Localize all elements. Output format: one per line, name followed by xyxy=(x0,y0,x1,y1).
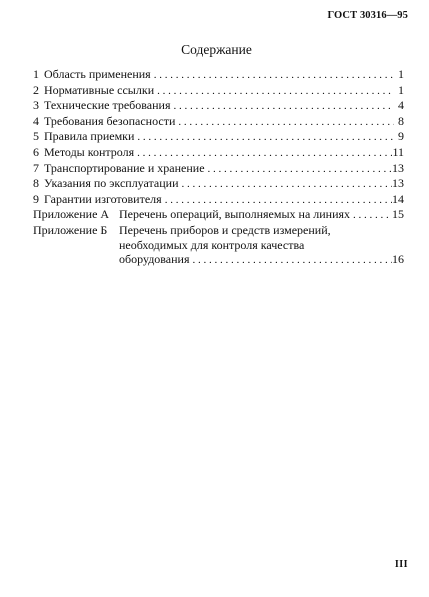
toc-entry-page: 9 xyxy=(398,129,404,144)
appendix-line xyxy=(119,207,404,223)
toc-entry-title: Требования безопасности xyxy=(44,113,176,128)
toc-entry-2[interactable] xyxy=(33,83,404,99)
page-number: III xyxy=(394,559,408,570)
toc-entry-page: 14 xyxy=(392,191,404,206)
dot-leader xyxy=(175,115,394,130)
toc-entry-number: 9 xyxy=(33,191,39,206)
appendix-title-line: Перечень приборов и средств измерений, xyxy=(119,222,331,237)
document-code: ГОСТ 30316—95 xyxy=(327,10,408,21)
toc-entry-9[interactable] xyxy=(33,192,404,208)
dot-leader xyxy=(151,68,394,83)
toc-entry-number: 1 xyxy=(33,67,39,81)
toc-entry-number: 7 xyxy=(33,160,39,175)
toc-entry-page: 4 xyxy=(398,98,404,113)
appendix-title-line: оборудования xyxy=(119,252,190,267)
toc-entry-title: Указания по эксплуатации xyxy=(44,176,179,191)
toc-entry-number: 6 xyxy=(33,144,39,159)
toc-entry-title: Нормативные ссылки xyxy=(44,82,155,97)
appendix-body xyxy=(119,223,404,268)
toc-entry-5[interactable] xyxy=(33,129,404,145)
toc-entry-number: 5 xyxy=(33,129,39,144)
toc-entry-title: Технические требования xyxy=(44,98,171,113)
toc-entry-7[interactable] xyxy=(33,161,404,177)
toc-entry-page: 11 xyxy=(392,144,404,159)
toc-appendix-a[interactable] xyxy=(33,207,404,223)
toc-entry-8[interactable] xyxy=(33,176,404,192)
toc-entry-6[interactable] xyxy=(33,145,404,161)
toc-heading: Содержание xyxy=(181,42,252,57)
toc-entry-page: 16 xyxy=(392,252,404,267)
toc-entry-page: 1 xyxy=(398,82,404,97)
toc-entry-title: Методы контроля xyxy=(44,144,135,159)
toc-entry-title: Транспортирование и хранение xyxy=(44,160,205,175)
appendix-title-line: Перечень операций, выполняемых на линиях xyxy=(119,207,351,222)
appendix-body xyxy=(119,207,404,223)
toc-entry-number: 4 xyxy=(33,113,39,128)
dot-leader xyxy=(162,193,392,208)
toc-entry-page: 13 xyxy=(392,160,404,175)
toc-entry-number: 3 xyxy=(33,98,39,113)
table-of-contents xyxy=(33,67,404,268)
toc-appendix-b[interactable] xyxy=(33,223,404,268)
dot-leader xyxy=(190,253,393,268)
dot-leader xyxy=(134,146,392,161)
toc-entry-1[interactable] xyxy=(33,67,404,83)
dot-leader xyxy=(205,162,392,177)
toc-entry-page: 15 xyxy=(392,207,404,222)
dot-leader xyxy=(170,99,394,114)
dot-leader xyxy=(350,208,392,223)
dot-leader xyxy=(134,130,394,145)
dot-leader xyxy=(154,84,394,99)
appendix-title-line: необходимых для контроля качества xyxy=(119,237,305,252)
appendix-label: Приложение Б xyxy=(33,222,108,237)
appendix-line xyxy=(119,252,404,268)
dot-leader xyxy=(179,177,392,192)
toc-entry-3[interactable] xyxy=(33,98,404,114)
toc-entry-page: 1 xyxy=(398,67,404,81)
toc-entry-page: 8 xyxy=(398,113,404,128)
toc-entry-title: Гарантии изготовителя xyxy=(44,191,162,206)
toc-entry-number: 8 xyxy=(33,176,39,191)
toc-entry-4[interactable] xyxy=(33,114,404,130)
toc-entry-title: Правила приемки xyxy=(44,129,135,144)
appendix-label: Приложение А xyxy=(33,207,110,222)
toc-entry-title: Область применения xyxy=(44,67,151,81)
toc-entry-number: 2 xyxy=(33,82,39,97)
toc-entry-page: 13 xyxy=(392,176,404,191)
